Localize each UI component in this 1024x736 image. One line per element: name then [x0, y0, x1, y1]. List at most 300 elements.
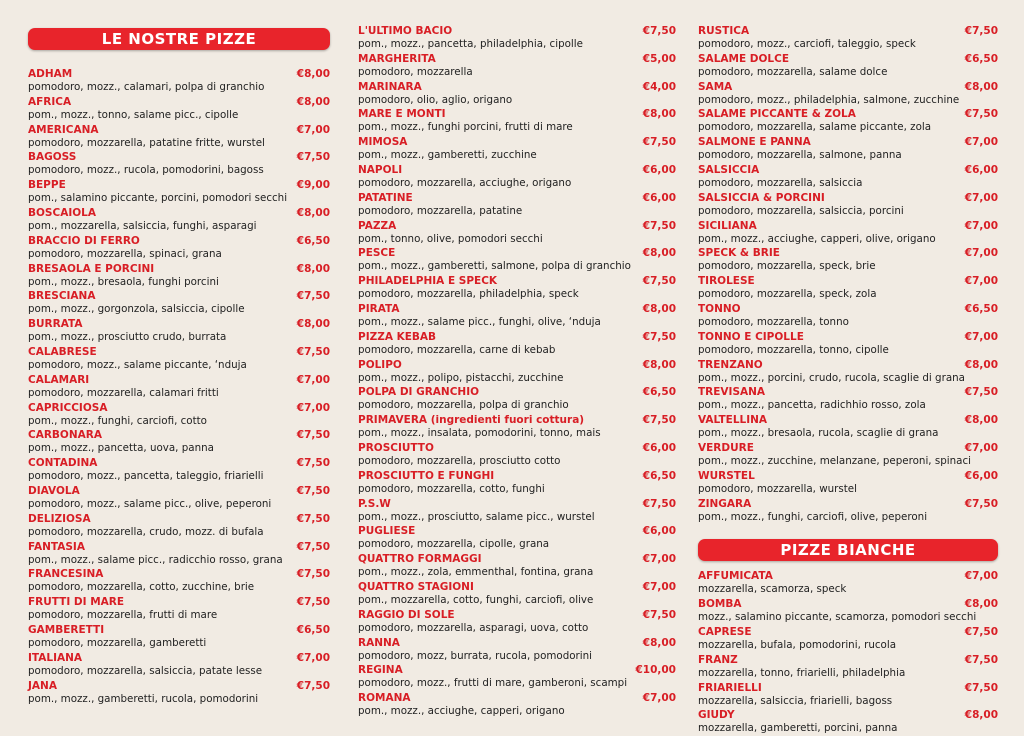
- pizza-name: FRANZ: [698, 653, 738, 666]
- pizza-name: AFRICA: [28, 95, 72, 108]
- pizza-ingredients: pom., mozz., bresaola, rucola, scaglie di grana: [698, 427, 939, 440]
- pizza-name: BEPPE: [28, 179, 66, 192]
- menu-item: [358, 219, 676, 247]
- pizza-name: QUATTRO STAGIONI: [358, 580, 474, 593]
- pizza-ingredients: pomodoro, mozzarella, cotto, funghi: [358, 482, 545, 495]
- pizza-price: €8,00: [296, 262, 330, 275]
- pizza-name: MARGHERITA: [358, 52, 436, 65]
- pizza-name: REGINA: [358, 664, 403, 677]
- pizza-price: €7,50: [296, 151, 330, 164]
- pizza-name: PHILADELPHIA E SPECK: [358, 275, 498, 288]
- pizza-name: RANNA: [358, 636, 400, 649]
- menu-item-header: [698, 385, 998, 399]
- menu-item: [698, 597, 998, 625]
- menu-item: [698, 274, 998, 302]
- pizza-ingredients: mozzarella, gamberetti, porcini, panna: [698, 722, 898, 735]
- pizza-price: €7,50: [296, 484, 330, 497]
- pizza-name: VALTELLINA: [698, 414, 768, 427]
- pizza-name: BOMBA: [698, 598, 742, 611]
- pizza-name: GIUDY: [698, 709, 735, 722]
- pizza-ingredients: pomodoro, mozzarella, salame piccante, zola: [698, 121, 932, 134]
- menu-item-header: [358, 302, 676, 316]
- pizza-price: €8,00: [296, 318, 330, 331]
- pizza-ingredients: pomodoro, olio, aglio, origano: [358, 93, 513, 106]
- menu-item: [698, 246, 998, 274]
- pizza-ingredients: pom., mozz., prosciutto, salame picc., wurstel: [358, 510, 595, 523]
- pizza-price: €7,00: [964, 191, 998, 204]
- menu-item: [358, 80, 676, 108]
- pizza-ingredients: mozz., salamino piccante, scamorza, pomodori secchi: [698, 611, 977, 624]
- menu-item-header: [698, 681, 998, 695]
- pizza-name: QUATTRO FORMAGGI: [358, 553, 482, 566]
- pizza-name: NAPOLI: [358, 163, 403, 176]
- menu-item: [358, 107, 676, 135]
- pizza-ingredients: pomodoro, mozz., pancetta, taleggio, friarielli: [28, 470, 264, 483]
- menu-item: [698, 385, 998, 413]
- menu-item-header: [358, 24, 676, 38]
- menu-item-header: [358, 469, 676, 483]
- menu-item-header: [358, 385, 676, 399]
- pizza-price: €6,50: [642, 386, 676, 399]
- pizza-name: SALMONE E PANNA: [698, 136, 811, 149]
- pizza-name: SALSICCIA & PORCINI: [698, 191, 825, 204]
- pizza-name: AMERICANA: [28, 123, 99, 136]
- menu-item-header: [358, 358, 676, 372]
- pizza-name: CONTADINA: [28, 457, 98, 470]
- column-1: [28, 0, 330, 706]
- menu-item-header: [358, 80, 676, 94]
- pizza-ingredients: pom., mozzarella, cotto, funghi, carciofi, olive: [358, 593, 594, 606]
- menu-item: [28, 540, 330, 568]
- pizza-name: BAGOSS: [28, 151, 77, 164]
- menu-item: [358, 469, 676, 497]
- pizza-price: €7,50: [964, 386, 998, 399]
- pizza-name: VERDURE: [698, 441, 754, 454]
- pizza-price: €8,00: [964, 358, 998, 371]
- menu-item: [28, 345, 330, 373]
- menu-item-header: [698, 191, 998, 205]
- menu-item-header: [698, 163, 998, 177]
- menu-item: [28, 679, 330, 707]
- pizza-name: ITALIANA: [28, 651, 83, 664]
- menu-item-header: [358, 107, 676, 121]
- pizza-price: €7,50: [964, 497, 998, 510]
- pizza-price: €8,00: [642, 247, 676, 260]
- pizza-price: €7,50: [296, 596, 330, 609]
- pizza-name: SPECK & BRIE: [698, 247, 780, 260]
- menu-list-le-nostre-pizze: [28, 67, 330, 706]
- pizza-ingredients: pomodoro, mozzarella, salsiccia, porcini: [698, 204, 904, 217]
- menu-item: [358, 413, 676, 441]
- menu-item: [28, 512, 330, 540]
- pizza-name: SALAME DOLCE: [698, 52, 789, 65]
- menu-item: [698, 80, 998, 108]
- pizza-name: POLPA DI GRANCHIO: [358, 386, 480, 399]
- pizza-ingredients: pom., salamino piccante, porcini, pomodori secchi: [28, 192, 288, 205]
- menu-item: [28, 123, 330, 151]
- menu-item-header: [28, 679, 330, 693]
- menu-item-header: [28, 484, 330, 498]
- menu-item-header: [698, 441, 998, 455]
- pizza-price: €7,50: [642, 497, 676, 510]
- pizza-name: PRIMAVERA (ingredienti fuori cottura): [358, 414, 585, 427]
- menu-item: [358, 552, 676, 580]
- menu-item: [698, 441, 998, 469]
- pizza-ingredients: pomodoro, mozzarella: [358, 65, 473, 78]
- menu-item-header: [698, 653, 998, 667]
- pizza-price: €8,00: [642, 636, 676, 649]
- pizza-ingredients: pomodoro, mozzarella, salsiccia: [698, 176, 863, 189]
- menu-item-header: [28, 317, 330, 331]
- menu-item: [698, 163, 998, 191]
- pizza-name: CAPRICCIOSA: [28, 401, 108, 414]
- menu-item-header: [28, 456, 330, 470]
- pizza-price: €9,00: [296, 179, 330, 192]
- pizza-ingredients: pomodoro, mozzarella, spinaci, grana: [28, 247, 222, 260]
- pizza-ingredients: pom., mozz., salame picc., radicchio rosso, grana: [28, 553, 283, 566]
- menu-item: [28, 401, 330, 429]
- pizza-price: €7,50: [642, 136, 676, 149]
- pizza-name: ROMANA: [358, 692, 411, 705]
- pizza-ingredients: pomodoro, mozzarella, patatine: [358, 204, 523, 217]
- menu-item: [28, 484, 330, 512]
- pizza-price: €7,50: [296, 290, 330, 303]
- pizza-name: DIAVOLA: [28, 484, 80, 497]
- menu-item: [358, 246, 676, 274]
- menu-item: [358, 636, 676, 664]
- menu-item-header: [698, 135, 998, 149]
- pizza-ingredients: pomodoro, mozzarella, prosciutto cotto: [358, 454, 561, 467]
- menu-item-header: [698, 497, 998, 511]
- pizza-name: FRIARIELLI: [698, 681, 762, 694]
- pizza-ingredients: pomodoro, mozz., frutti di mare, gamberoni, scampi: [358, 677, 628, 690]
- menu-item: [358, 385, 676, 413]
- pizza-name: PROSCIUTTO: [358, 441, 434, 454]
- pizza-price: €7,50: [296, 568, 330, 581]
- menu-item: [698, 497, 998, 525]
- menu-item-header: [28, 651, 330, 665]
- pizza-price: €6,50: [296, 623, 330, 636]
- pizza-ingredients: mozzarella, scamorza, speck: [698, 583, 847, 596]
- menu-item: [28, 206, 330, 234]
- menu-item-header: [698, 24, 998, 38]
- menu-item-header: [358, 274, 676, 288]
- pizza-price: €7,50: [642, 330, 676, 343]
- menu-item-header: [358, 636, 676, 650]
- menu-item-header: [28, 401, 330, 415]
- menu-item: [698, 191, 998, 219]
- menu-item-header: [358, 219, 676, 233]
- pizza-price: €4,00: [642, 80, 676, 93]
- pizza-price: €8,00: [296, 68, 330, 80]
- pizza-ingredients: pomodoro, mozz., salame picc., olive, peperoni: [28, 497, 272, 510]
- menu-item-header: [698, 708, 998, 722]
- pizza-name: TRENZANO: [698, 358, 763, 371]
- pizza-price: €8,00: [642, 358, 676, 371]
- pizza-ingredients: pom., mozz., gamberetti, rucola, pomodorini: [28, 692, 259, 705]
- menu-item: [28, 95, 330, 123]
- pizza-price: €6,00: [642, 163, 676, 176]
- menu-item: [358, 524, 676, 552]
- pizza-name: SICILIANA: [698, 219, 757, 232]
- pizza-name: CALAMARI: [28, 373, 90, 386]
- pizza-ingredients: pomodoro, mozzarella, gamberetti: [28, 636, 207, 649]
- menu-item-header: [698, 246, 998, 260]
- menu-item-header: [698, 219, 998, 233]
- pizza-price: €7,50: [642, 275, 676, 288]
- menu-item: [28, 234, 330, 262]
- menu-item-header: [698, 569, 998, 583]
- menu-item: [698, 24, 998, 52]
- menu-item: [358, 24, 676, 52]
- pizza-price: €8,00: [964, 598, 998, 611]
- menu-item: [358, 163, 676, 191]
- menu-item: [358, 497, 676, 525]
- menu-item: [358, 691, 676, 719]
- pizza-price: €7,50: [642, 414, 676, 427]
- pizza-ingredients: pom., tonno, olive, pomodori secchi: [358, 232, 543, 245]
- pizza-price: €7,00: [964, 247, 998, 260]
- menu-item-header: [28, 123, 330, 137]
- menu-item: [358, 358, 676, 386]
- pizza-ingredients: pom., mozz., zucchine, melanzane, peperoni, spinaci: [698, 454, 971, 467]
- menu-item-header: [28, 206, 330, 220]
- pizza-ingredients: pom., mozz., gamberetti, salmone, polpa di granchio: [358, 260, 631, 273]
- pizza-price: €7,50: [964, 653, 998, 666]
- menu-item: [698, 219, 998, 247]
- menu-list-column-2: [358, 24, 676, 719]
- pizza-ingredients: pom., mozz., funghi, carciofi, olive, peperoni: [698, 510, 928, 523]
- pizza-ingredients: pomodoro, mozzarella, cotto, zucchine, brie: [28, 581, 255, 594]
- pizza-price: €7,00: [296, 123, 330, 136]
- menu-item: [698, 708, 998, 736]
- menu-item: [358, 580, 676, 608]
- pizza-ingredients: pomodoro, mozzarella, salame dolce: [698, 65, 888, 78]
- pizza-price: €7,50: [964, 681, 998, 694]
- pizza-name: PUGLIESE: [358, 525, 416, 538]
- menu-item-header: [28, 262, 330, 276]
- pizza-name: WURSTEL: [698, 469, 755, 482]
- pizza-name: GAMBERETTI: [28, 623, 105, 636]
- menu-item: [28, 150, 330, 178]
- pizza-price: €8,00: [642, 108, 676, 121]
- pizza-ingredients: pomodoro, mozz., calamari, polpa di granchio: [28, 81, 265, 93]
- pizza-name: TIROLESE: [698, 275, 755, 288]
- pizza-name: L'ULTIMO BACIO: [358, 25, 453, 37]
- pizza-price: €7,50: [964, 625, 998, 638]
- section-banner-pizze-bianche: PIZZE BIANCHE: [698, 539, 998, 561]
- pizza-name: CALABRESE: [28, 345, 97, 358]
- pizza-ingredients: mozzarella, tonno, friarielli, philadelphia: [698, 666, 906, 679]
- menu-item-header: [358, 497, 676, 511]
- pizza-ingredients: pom., mozz., pancetta, radichhio rosso, zola: [698, 399, 926, 412]
- section-banner-le-nostre-pizze: LE NOSTRE PIZZE: [28, 28, 330, 50]
- menu-item: [698, 569, 998, 597]
- menu-item: [698, 135, 998, 163]
- pizza-price: €7,00: [296, 651, 330, 664]
- menu-item-header: [358, 441, 676, 455]
- pizza-price: €7,50: [296, 540, 330, 553]
- menu-item: [358, 663, 676, 691]
- pizza-ingredients: pomodoro, mozz., carciofi, taleggio, speck: [698, 38, 916, 50]
- menu-item-header: [698, 358, 998, 372]
- pizza-price: €7,00: [964, 136, 998, 149]
- pizza-ingredients: pom., mozz., insalata, pomodorini, tonno, mais: [358, 427, 601, 440]
- pizza-ingredients: pomodoro, mozzarella, speck, zola: [698, 288, 877, 301]
- pizza-name: BRESAOLA E PORCINI: [28, 262, 155, 275]
- pizza-ingredients: pomodoro, mozz., philadelphia, salmone, zucchine: [698, 93, 960, 106]
- pizza-price: €7,00: [642, 553, 676, 566]
- pizza-price: €8,00: [296, 206, 330, 219]
- pizza-ingredients: pom., mozz., gamberetti, zucchine: [358, 149, 537, 162]
- menu-item: [28, 67, 330, 95]
- menu-item: [28, 651, 330, 679]
- menu-item-header: [28, 345, 330, 359]
- menu-item: [698, 625, 998, 653]
- pizza-ingredients: mozzarella, salsiccia, friarielli, bagoss: [698, 694, 893, 707]
- pizza-name: ADHAM: [28, 68, 73, 80]
- pizza-ingredients: pomodoro, mozzarella, tonno: [698, 315, 849, 328]
- pizza-ingredients: pom., mozz., acciughe, capperi, olive, origano: [698, 232, 936, 245]
- pizza-ingredients: pom., mozz., prosciutto crudo, burrata: [28, 331, 227, 344]
- menu-list-pizze-bianche: [698, 569, 998, 736]
- pizza-price: €7,50: [964, 108, 998, 121]
- pizza-ingredients: pom., mozz., funghi porcini, frutti di mare: [358, 121, 573, 134]
- menu-item: [358, 135, 676, 163]
- menu-item: [28, 595, 330, 623]
- pizza-ingredients: pom., mozz., pancetta, uova, panna: [28, 442, 214, 455]
- menu-list-column-3: [698, 24, 998, 524]
- pizza-name: FRUTTI DI MARE: [28, 596, 125, 609]
- pizza-price: €7,50: [296, 679, 330, 692]
- pizza-ingredients: pom., mozz., polipo, pistacchi, zucchine: [358, 371, 564, 384]
- menu-item-header: [698, 80, 998, 94]
- pizza-ingredients: pomodoro, mozzarella, speck, brie: [698, 260, 876, 273]
- menu-item: [28, 428, 330, 456]
- pizza-name: TONNO: [698, 302, 741, 315]
- column-2: [358, 0, 676, 719]
- menu-item: [28, 317, 330, 345]
- menu-item: [28, 623, 330, 651]
- pizza-price: €6,00: [642, 525, 676, 538]
- menu-item: [28, 373, 330, 401]
- pizza-name: PROSCIUTTO E FUNGHI: [358, 469, 495, 482]
- pizza-name: RAGGIO DI SOLE: [358, 608, 455, 621]
- pizza-price: €6,50: [296, 234, 330, 247]
- pizza-price: €7,50: [296, 429, 330, 442]
- pizza-name: CARBONARA: [28, 429, 102, 442]
- menu-item-header: [28, 150, 330, 164]
- pizza-name: MIMOSA: [358, 136, 408, 149]
- menu-item-header: [28, 428, 330, 442]
- menu-item-header: [358, 691, 676, 705]
- menu-item: [28, 262, 330, 290]
- pizza-price: €7,50: [296, 457, 330, 470]
- menu-item-header: [358, 163, 676, 177]
- menu-item-header: [358, 246, 676, 260]
- pizza-price: €8,00: [964, 80, 998, 93]
- pizza-name: RUSTICA: [698, 25, 750, 37]
- pizza-ingredients: pomodoro, mozzarella, tonno, cipolle: [698, 343, 889, 356]
- menu-item: [698, 681, 998, 709]
- pizza-price: €7,00: [296, 401, 330, 414]
- pizza-ingredients: pom., mozz., porcini, crudo, rucola, scaglie di grana: [698, 371, 965, 384]
- menu-item-header: [358, 580, 676, 594]
- pizza-name: PIZZA KEBAB: [358, 330, 437, 343]
- pizza-price: €6,50: [642, 469, 676, 482]
- menu-item-header: [28, 595, 330, 609]
- pizza-price: €7,00: [964, 330, 998, 343]
- menu-item-header: [358, 330, 676, 344]
- pizza-ingredients: pomodoro, mozz., rucola, pomodorini, bagoss: [28, 164, 264, 177]
- menu-item: [698, 653, 998, 681]
- pizza-price: €7,50: [642, 219, 676, 232]
- pizza-price: €7,00: [964, 570, 998, 583]
- pizza-name: MARE E MONTI: [358, 108, 446, 121]
- menu-item-header: [698, 413, 998, 427]
- menu-item-header: [28, 95, 330, 109]
- pizza-price: €7,50: [642, 25, 676, 37]
- menu-item-header: [28, 67, 330, 81]
- pizza-name: PESCE: [358, 247, 396, 260]
- pizza-price: €7,00: [964, 441, 998, 454]
- menu-item: [698, 52, 998, 80]
- pizza-price: €8,00: [964, 414, 998, 427]
- pizza-name: SALAME PICCANTE & ZOLA: [698, 108, 856, 121]
- pizza-ingredients: pom., mozzarella, salsiccia, funghi, asparagi: [28, 219, 257, 232]
- pizza-name: P.S.W: [358, 497, 391, 510]
- menu-item-header: [28, 234, 330, 248]
- menu-item-header: [698, 274, 998, 288]
- menu-item-header: [28, 540, 330, 554]
- pizza-name: BRACCIO DI FERRO: [28, 234, 140, 247]
- pizza-name: MARINARA: [358, 80, 422, 93]
- pizza-price: €7,00: [964, 219, 998, 232]
- menu-item: [358, 608, 676, 636]
- pizza-price: €7,00: [296, 373, 330, 386]
- pizza-name: POLIPO: [358, 358, 402, 371]
- menu-item: [358, 274, 676, 302]
- pizza-name: FANTASIA: [28, 540, 85, 553]
- pizza-ingredients: pomodoro, mozz., salame piccante, ‘nduja: [28, 358, 247, 371]
- pizza-ingredients: mozzarella, bufala, pomodorini, rucola: [698, 638, 897, 651]
- pizza-ingredients: pomodoro, mozzarella, acciughe, origano: [358, 176, 572, 189]
- pizza-ingredients: pom., mozz., zola, emmenthal, fontina, grana: [358, 566, 594, 579]
- menu-item: [698, 413, 998, 441]
- menu-item-header: [358, 135, 676, 149]
- menu-item-header: [698, 469, 998, 483]
- pizza-price: €7,50: [964, 25, 998, 37]
- menu-item-header: [28, 373, 330, 387]
- menu-item: [28, 289, 330, 317]
- pizza-name: BURRATA: [28, 318, 83, 331]
- menu-item-header: [698, 52, 998, 66]
- pizza-price: €10,00: [635, 664, 676, 677]
- pizza-price: €8,00: [964, 709, 998, 722]
- pizza-name: ZINGARA: [698, 497, 752, 510]
- pizza-price: €7,50: [296, 345, 330, 358]
- pizza-ingredients: pomodoro, mozzarella, carne di kebab: [358, 343, 556, 356]
- menu-item-header: [358, 524, 676, 538]
- pizza-ingredients: pomodoro, mozzarella, polpa di granchio: [358, 399, 569, 412]
- pizza-name: PIRATA: [358, 302, 400, 315]
- pizza-ingredients: pomodoro, mozzarella, philadelphia, speck: [358, 288, 579, 301]
- menu-item: [698, 107, 998, 135]
- pizza-ingredients: pomodoro, mozzarella, frutti di mare: [28, 609, 218, 622]
- pizza-price: €7,00: [642, 692, 676, 705]
- menu-item-header: [698, 330, 998, 344]
- menu-item-header: [698, 597, 998, 611]
